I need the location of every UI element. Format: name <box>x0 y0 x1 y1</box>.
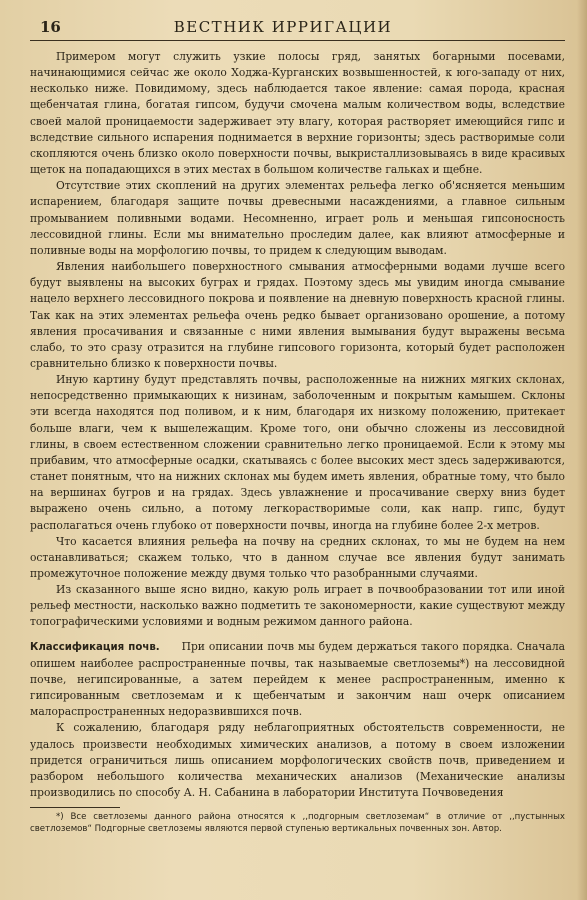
paragraph: Явления наибольшего поверхностного смывания атмосферными водами лучше всего будут выявлены на высоких буграх и грядах. Поэтому здесь мы увидим иногда смывание нацело верхнего лессовидного покрова и появление на дневную поверхность красной глины. Так как на этих элементах рельефа очень редко бывает организовано орошение, а потому явления просачивания и связанные с ними явления вымывания будут выражены весьма слабо, то это сразу отразится на глубине гипсового горизонта, который будет расположен сравнительно близко к поверхности почвы. <box>30 260 565 370</box>
footnote-text: *) Все светлоземы данного района относятся к ,,подгорным светлоземам“ в отличие от ,,пустынных светлоземов“ Подгорные светлоземы являются первой ступенью вертикальных почвенных зон. Автор. <box>30 812 565 835</box>
section-heading: Классификация почв. <box>30 641 160 653</box>
article-body <box>30 49 565 801</box>
paragraph: Примером могут служить узкие полосы гряд, занятых богарными посевами, начинающимися сейчас же около Ходжа-Курганских возвышенностей, к юго-западу от них, несколько ниже. Повидимому, здесь наблюдается такое явление: самая порода, красная щебенчатая глина, богатая гипсом, будучи смочена малым количеством воды, вследствие своей малой проницаемости задерживает эту влагу, которая растворяет имеющийся гипс и вследствие сильного испарения поднимается в верхние горизонты; здесь растворимые соли скопляются очень близко около поверхности почвы, выкристаллизовываясь в виде красивых щеток на попадающихся в этих местах в большом количестве гальках и щебне. <box>30 50 565 177</box>
page-edge-shadow <box>577 0 587 900</box>
paragraph: Отсутствие этих скоплений на других элементах рельефа легко об'ясняется меньшим испарением, благодаря защите почвы древесными насаждениями, а главное сильным промыванием поливными водами. Несомненно, играет роль и меньшая гипсоносность лессовидной глины. Если мы внимательно проследим далее, как влияют атмосферные и поливные воды на морфологию почвы, то придем к следующим выводам. <box>30 179 565 257</box>
running-header <box>30 18 565 41</box>
journal-title: ВЕСТНИК ИРРИГАЦИИ <box>173 18 393 36</box>
footnote-divider <box>30 807 120 808</box>
section-paragraph <box>30 639 565 721</box>
paragraph: Иную картину будут представлять почвы, расположенные на нижних мягких склонах, непосредственно примыкающих к низинам, заболоченным и покрытым камышем. Склоны эти всегда находятся под поливом, и к ним, благодаря их низкому положению, притекает больше влаги, чем к вышележащим. Кроме того, они обычно сложены из лессовидной глины, в своем естественном сложении сравнительно легко проницаемой. Если к этому мы прибавим, что атмосферные осадки, скатываясь с более высоких мест здесь задерживаются, станет понятным, что на нижних склонах мы будем иметь явления, обратные тому, что было на вершинах бугров и на грядах. Здесь увлажнение и просачивание сверху вниз будет выражено очень сильно, а потому легкорастворимые соли, как напр. гипс, будут располагаться очень глубоко от поверхности почвы, иногда на глубине более 2-х метров. <box>30 373 565 532</box>
paragraph: Что касается влияния рельефа на почву на средних склонах, то мы не будем на нем останавливаться; скажем только, что в данном случае все явления будут занимать промежуточное положение между двумя только что разобранными случаями. <box>30 534 565 580</box>
page-number: 16 <box>40 18 61 36</box>
paragraph: К сожалению, благодаря ряду неблагоприятных обстоятельств современности, не удалось произвести необходимых химических анализов, а потому в своем изложении придется ограничиться лишь описанием морфологических свойств почв, приведением и разбором небольшого количества механических анализов (Механические анализы производились по способу А. Н. Сабанина в лаборатории Института Почвоведения <box>30 721 565 800</box>
paragraph: Из сказанного выше ясно видно, какую роль играет в почвообразовании тот или иной рельеф местности, насколько важно подметить те закономерности, какие существуют между топографическими условиями и водным режимом данного района. <box>30 583 565 629</box>
section-text: При описании почв мы будем держаться такого порядка. Сначала опишем наиболее распространенные почвы, так называемые светлоземы*) на лессовидной почве, негипсированные, а затем перейдем к менее распространенным, именно к гипсированным светлоземам и к щебенчатым и закончим наш очерк описанием малораспространенных недоразвившихся почв. <box>30 639 565 719</box>
footnote <box>30 811 565 835</box>
